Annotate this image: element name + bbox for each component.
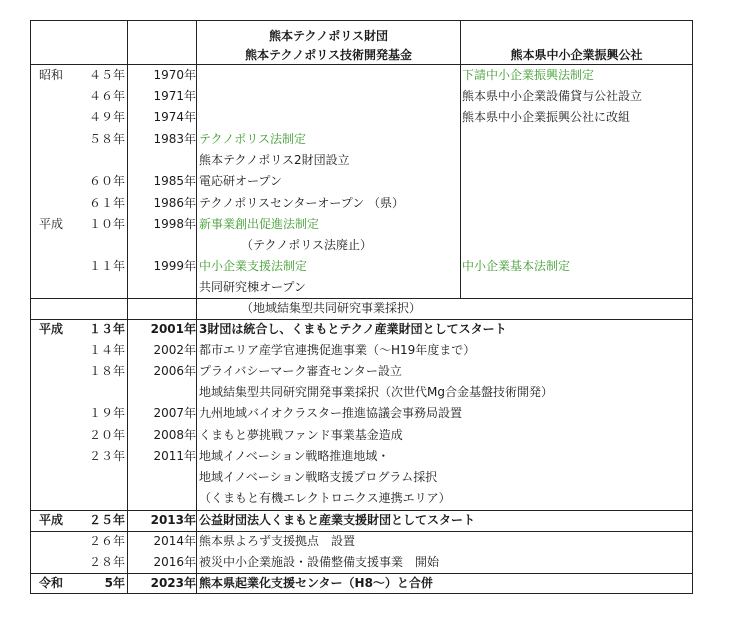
foundation-event-cell: 共同研究棟オープン: [199, 280, 306, 294]
japanese-year-cell: ６０年: [88, 174, 125, 188]
table-row: [31, 510, 692, 531]
foundation-event-cell: （くまもと有機エレクトロニクス連携エリア）: [199, 491, 451, 505]
western-year-cell: 2023年: [150, 576, 196, 590]
public-corp-event-cell: 熊本県中小企業振興公社に改組: [462, 110, 631, 124]
table-row: [31, 235, 692, 256]
western-year-cell: 2016年: [153, 555, 196, 569]
divider-horizontal: [31, 510, 692, 511]
table-row: [31, 86, 692, 107]
table-row: [31, 361, 692, 382]
western-year-cell: 2011年: [153, 449, 196, 463]
foundation-event-cell: テクノポリスセンターオープン （県）: [199, 196, 405, 210]
table-row: [31, 107, 692, 128]
western-year-cell: 1999年: [153, 259, 196, 273]
table-row: [31, 256, 692, 277]
japanese-year-cell: ６１年: [88, 196, 125, 210]
divider-vertical: [127, 21, 128, 593]
header-col2-line2: 熊本テクノポリス技術開発基金: [244, 48, 413, 62]
western-year-cell: 1986年: [153, 196, 196, 210]
japanese-year-cell: 5年: [104, 576, 125, 590]
divider-horizontal: [31, 573, 692, 574]
table-row: [31, 129, 692, 150]
divider-vertical: [460, 21, 461, 298]
history-table: [30, 20, 693, 594]
table-row: [31, 403, 692, 424]
japanese-year-cell: １４年: [88, 343, 125, 357]
western-year-cell: 2007年: [153, 406, 196, 420]
divider-horizontal: [31, 298, 692, 299]
foundation-event-cell: 新事業創出促進法制定: [199, 217, 320, 231]
japanese-year-cell: ４６年: [88, 89, 125, 103]
table-row: [31, 65, 692, 86]
table-row: [31, 382, 692, 403]
foundation-event-cell: 被災中小企業施設・設備整備支援事業 開始: [199, 555, 440, 569]
era-cell: 平成: [39, 217, 64, 231]
table-row: [31, 193, 692, 214]
table-row: [31, 446, 692, 467]
era-cell: 令和: [39, 576, 64, 590]
foundation-event-cell: 公益財団法人くまもと産業支援財団としてスタート: [199, 513, 476, 527]
table-row: [31, 425, 692, 446]
table-row: [31, 573, 692, 594]
table-row: [31, 467, 692, 488]
table-row: [31, 340, 692, 361]
public-corp-event-cell: 熊本県中小企業設備貸与公社設立: [462, 89, 643, 103]
japanese-year-cell: １０年: [88, 217, 125, 231]
japanese-year-cell: １１年: [88, 259, 125, 273]
western-year-cell: 1971年: [153, 89, 196, 103]
western-year-cell: 2001年: [150, 322, 196, 336]
japanese-year-cell: １８年: [88, 364, 125, 378]
western-year-cell: 2008年: [153, 428, 196, 442]
western-year-cell: 2014年: [153, 534, 196, 548]
japanese-year-cell: ４５年: [88, 68, 125, 82]
divider-horizontal: [31, 531, 692, 532]
foundation-event-cell: 3財団は統合し、くまもとテクノ産業財団としてスタート: [199, 322, 507, 336]
public-corp-event-cell: 下請中小企業振興法制定: [462, 68, 595, 82]
western-year-cell: 2002年: [153, 343, 196, 357]
divider-horizontal: [31, 319, 692, 320]
western-year-cell: 1974年: [153, 110, 196, 124]
japanese-year-cell: ２６年: [88, 534, 125, 548]
foundation-event-cell: 地域結集型共同研究開発事業採択（次世代Mg合金基盤技術開発）: [199, 385, 553, 399]
table-row: [31, 150, 692, 171]
header-col2-line1: 熊本テクノポリス財団: [268, 29, 389, 43]
japanese-year-cell: １３年: [88, 322, 125, 336]
foundation-event-cell: 地域イノベーション戦略支援プログラム採択: [199, 470, 438, 484]
japanese-year-cell: ２０年: [88, 428, 125, 442]
table-row: [31, 488, 692, 509]
western-year-cell: 1998年: [153, 217, 196, 231]
foundation-event-cell: くまもと夢挑戦ファンド事業基金造成: [199, 428, 403, 442]
foundation-event-cell: 熊本県起業化支援センター（H8～）と合併: [199, 576, 433, 590]
western-year-cell: 2013年: [150, 513, 196, 527]
japanese-year-cell: ４９年: [88, 110, 125, 124]
foundation-event-cell: 電応研オープン: [199, 174, 282, 188]
japanese-year-cell: ２５年: [88, 513, 125, 527]
foundation-event-cell: 九州地域バイオクラスター推進協議会事務局設置: [199, 406, 463, 420]
era-cell: 昭和: [39, 68, 64, 82]
public-corp-event-cell: 中小企業基本法制定: [462, 259, 571, 273]
foundation-event-cell: テクノポリス法制定: [199, 132, 307, 146]
table-row: [31, 277, 692, 298]
divider-header: [31, 64, 692, 65]
japanese-year-cell: １９年: [88, 406, 125, 420]
foundation-event-cell: （テクノポリス法廃止）: [199, 238, 373, 252]
foundation-event-cell: 地域イノベーション戦略推進地域・: [199, 449, 390, 463]
foundation-event-cell: 熊本テクノポリス2財団設立: [199, 153, 350, 167]
era-cell: 平成: [39, 322, 64, 336]
table-row: [31, 171, 692, 192]
table-row: [31, 319, 692, 340]
foundation-event-cell: 都市エリア産学官連携促進事業（～H19年度まで）: [199, 343, 476, 357]
foundation-event-cell: 熊本県よろず支援拠点 設置: [199, 534, 356, 548]
table-row: [31, 531, 692, 552]
japanese-year-cell: ５８年: [88, 132, 125, 146]
japanese-year-cell: ２３年: [88, 449, 125, 463]
western-year-cell: 1970年: [153, 68, 196, 82]
table-row: [31, 298, 692, 319]
western-year-cell: 1985年: [153, 174, 196, 188]
western-year-cell: 1983年: [153, 132, 196, 146]
table-row: [31, 214, 692, 235]
foundation-event-cell: プライバシーマーク審査センター設立: [199, 364, 402, 378]
foundation-event-cell: 中小企業支援法制定: [199, 259, 308, 273]
era-cell: 平成: [39, 513, 64, 527]
western-year-cell: 2006年: [153, 364, 196, 378]
japanese-year-cell: ２８年: [88, 555, 125, 569]
divider-vertical: [196, 21, 197, 593]
table-row: [31, 552, 692, 573]
header-col3: 熊本県中小企業振興公社: [510, 48, 643, 62]
foundation-event-cell: （地域結集型共同研究事業採択）: [199, 301, 422, 315]
